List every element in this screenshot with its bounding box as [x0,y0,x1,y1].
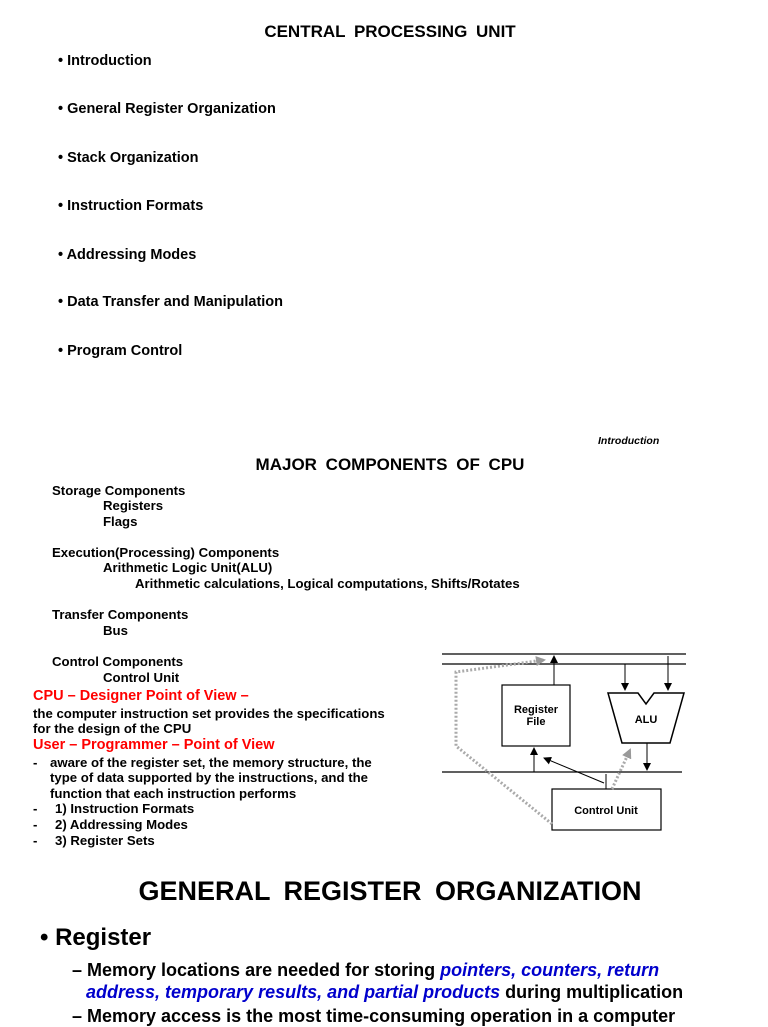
register-file-label-2: File [526,716,546,728]
line1-emphasis: pointers, counters, return [440,960,660,980]
cpu-block-diagram [436,648,692,838]
page-title-cpu: CENTRAL PROCESSING UNIT [264,22,516,41]
page-title-general-register: GENERAL REGISTER ORGANIZATION [138,876,642,906]
execution-heading: Execution(Processing) Components [52,545,280,560]
register-text-line-3: – Memory access is the most time-consuming operation in a computer [72,1006,676,1026]
storage-item-flags: Flags [103,514,138,529]
bullet-register: • Register [40,924,152,951]
storage-heading: Storage Components [52,483,186,498]
list-item-addressing-modes: 2) Addressing Modes [55,817,188,832]
control-item-control-unit: Control Unit [103,670,180,685]
storage-item-registers: Registers [103,498,164,513]
control-heading: Control Components [52,654,184,669]
list-dash-3: - [33,833,38,848]
page-title-major-components: MAJOR COMPONENTS OF CPU [255,455,525,474]
control-path-to-alu [612,750,630,789]
toc-item-instruction-formats: • Instruction Formats [58,198,204,214]
alu-label: ALU [634,714,658,726]
list-item-register-sets: 3) Register Sets [55,833,155,848]
programmer-pov-heading: User – Programmer – Point of View [33,737,275,753]
designer-pov-text-1: the computer instruction set provides the specifications [33,706,385,721]
toc-item-general-register: • General Register Organization [58,101,276,117]
toc-item-introduction: • Introduction [58,53,152,69]
line2-emphasis: address, temporary results, and partial products [86,982,501,1002]
register-text-line-1 [72,960,659,981]
toc-item-program-control: • Program Control [58,343,183,359]
list-dash-2: - [33,817,38,832]
register-text-line-2 [86,982,683,1003]
list-dash-1: - [33,801,38,816]
programmer-pov-text-3: function that each instruction performs [50,786,297,801]
register-file-label-1: Register [513,704,559,716]
programmer-pov-text-2: type of data supported by the instructions, and the [50,770,368,785]
line-dash: – [72,960,83,980]
programmer-pov-dash: - [33,755,38,770]
section-tag: Introduction [598,435,660,447]
list-item-instruction-formats: 1) Instruction Formats [55,801,195,816]
toc-item-stack: • Stack Organization [58,150,199,166]
programmer-pov-text-1: aware of the register set, the memory structure, the [50,755,372,770]
execution-alu-detail: Arithmetic calculations, Logical computations, Shifts/Rotates [135,576,520,591]
control-signal-arrow [544,758,604,783]
toc-item-addressing-modes: • Addressing Modes [58,247,197,263]
line2-part-b: during multiplication [500,982,684,1002]
toc-item-data-transfer: • Data Transfer and Manipulation [58,294,284,310]
execution-alu: Arithmetic Logic Unit(ALU) [103,560,273,575]
transfer-heading: Transfer Components [52,607,189,622]
designer-pov-heading: CPU – Designer Point of View – [33,688,249,704]
control-unit-label: Control Unit [574,805,638,817]
designer-pov-text-2: for the design of the CPU [33,721,192,736]
transfer-item-bus: Bus [103,623,128,638]
line1-part-a: Memory locations are needed for storing [87,960,441,980]
